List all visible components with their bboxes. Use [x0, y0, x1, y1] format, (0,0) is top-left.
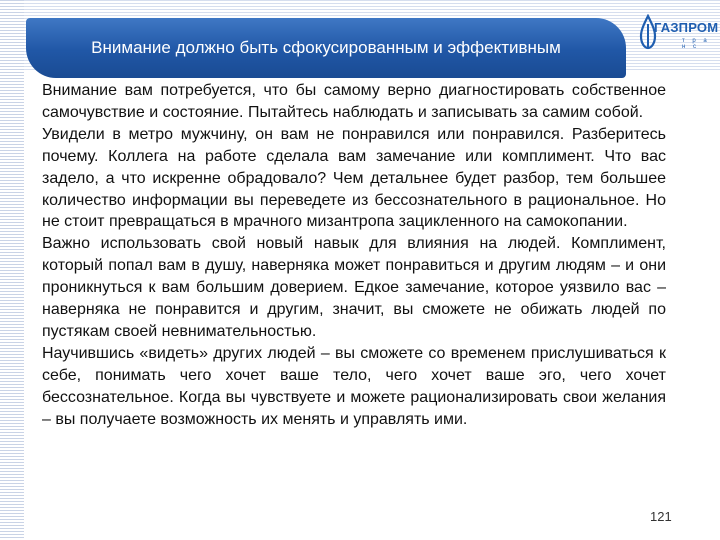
- slide-body: [42, 80, 666, 431]
- paragraph: Внимание вам потребуется, что бы самому верно диагностировать собственное самочувствие и состояние. Пытайтесь наблюдать и записывать за самим собой.: [42, 82, 666, 121]
- gazprom-logo: [638, 14, 719, 54]
- logo-name: ГАЗПРОМ: [654, 20, 719, 35]
- page-number: 121: [650, 509, 672, 524]
- paragraph: Важно использовать свой новый навык для влияния на людей. Комплимент, который попал вам в душу, наверняка может понравиться и другим людям – и они проникнуться к вам большим доверием. Едкое замечание, которое уязвило вас – наверняка не понравится и другим, значит, вы сможете не обижать людей по пустякам своей невнимательностью.: [42, 235, 666, 340]
- paragraph: Научившись «видеть» других людей – вы сможете со временем прислушиваться к себе, понимать чего хочет ваше тело, чего хочет ваше эго, чего хочет бессознательное. Когда вы чувствуете и можете рационализировать свои желания – вы получаете возможность их менять и управлять ими.: [42, 344, 666, 428]
- slide-title: Внимание должно быть сфокусированным и эффективным: [91, 38, 561, 57]
- paragraph: Увидели в метро мужчину, он вам не понравился или понравился. Разберитесь почему. Коллега на работе сделала вам замечание или комплимент. Что вас задело, а что искренне обрадовало? Чем детальнее будет разбор, тем большее количество информации вы переведете из бессознательного в рациональное. Но не стоит превращаться в мрачного мизантропа зацикленного на самокопании.: [42, 125, 666, 231]
- left-decorative-stripe: [0, 0, 24, 540]
- title-banner: [26, 18, 626, 78]
- logo-subtitle: т р а н с: [682, 38, 710, 50]
